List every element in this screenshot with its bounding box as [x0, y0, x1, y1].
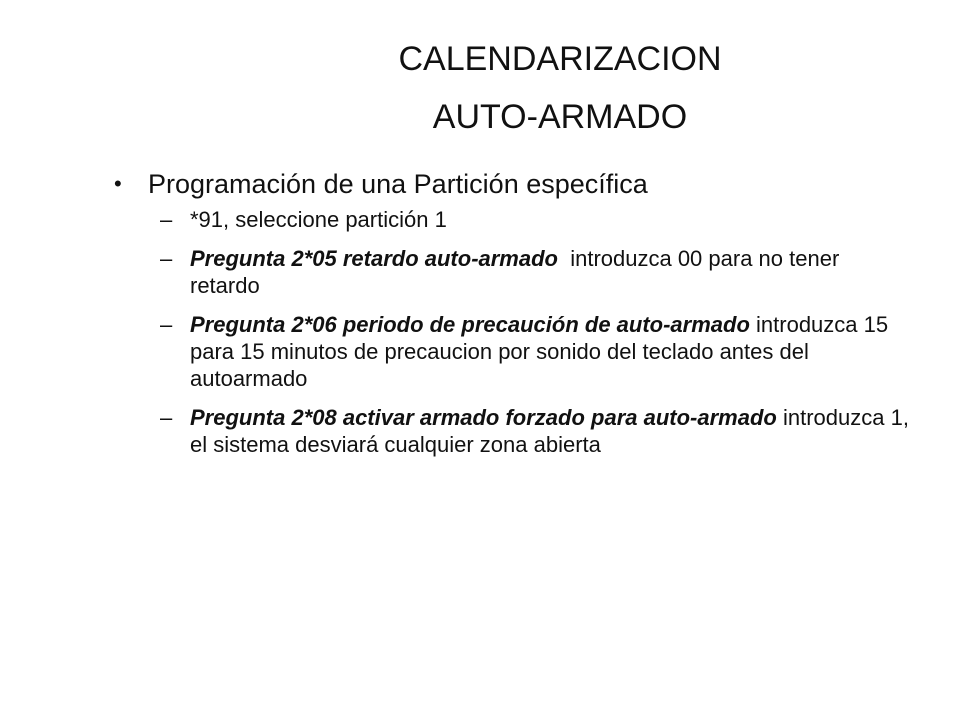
sub-bullet-text — [190, 311, 910, 392]
slide-body — [114, 162, 934, 458]
dash-icon: – — [160, 207, 173, 232]
sub-bullet-rest: introduzca 15 para 15 minutos de precaucion por sonido del teclado antes del autoarmado — [190, 312, 889, 391]
bullet-item — [114, 162, 934, 206]
sub-bullet-list — [160, 206, 934, 458]
title-line-1: CALENDARIZACION — [398, 40, 722, 78]
sub-bullet-item — [160, 311, 934, 392]
sub-bullet-item — [160, 206, 934, 233]
sub-bullet-text — [190, 245, 910, 299]
sub-bullet-emphasis: Pregunta 2*05 retardo auto-armado — [190, 246, 558, 271]
bullet-text: Programación de una Partición específica — [148, 169, 648, 199]
slide-title — [320, 30, 800, 146]
title-line-2: AUTO-ARMADO — [432, 98, 688, 136]
dash-icon: – — [160, 246, 173, 271]
sub-bullet-item — [160, 404, 934, 458]
sub-bullet-item — [160, 245, 934, 299]
sub-bullet-text — [190, 404, 910, 458]
sub-bullet-plain: *91, seleccione partición 1 — [190, 207, 447, 232]
sub-bullet-emphasis: Pregunta 2*08 activar armado forzado para auto-armado — [190, 405, 777, 430]
sub-bullet-text — [190, 206, 910, 233]
dash-icon: – — [160, 312, 173, 337]
sub-bullet-rest: introduzca 1, el sistema desviará cualquier zona abierta — [190, 405, 909, 457]
dash-icon: – — [160, 405, 173, 430]
bullet-icon: • — [114, 171, 122, 196]
sub-bullet-rest: introduzca 00 para no tener retardo — [190, 246, 846, 298]
sub-bullet-emphasis: Pregunta 2*06 periodo de precaución de auto-armado — [190, 312, 750, 337]
